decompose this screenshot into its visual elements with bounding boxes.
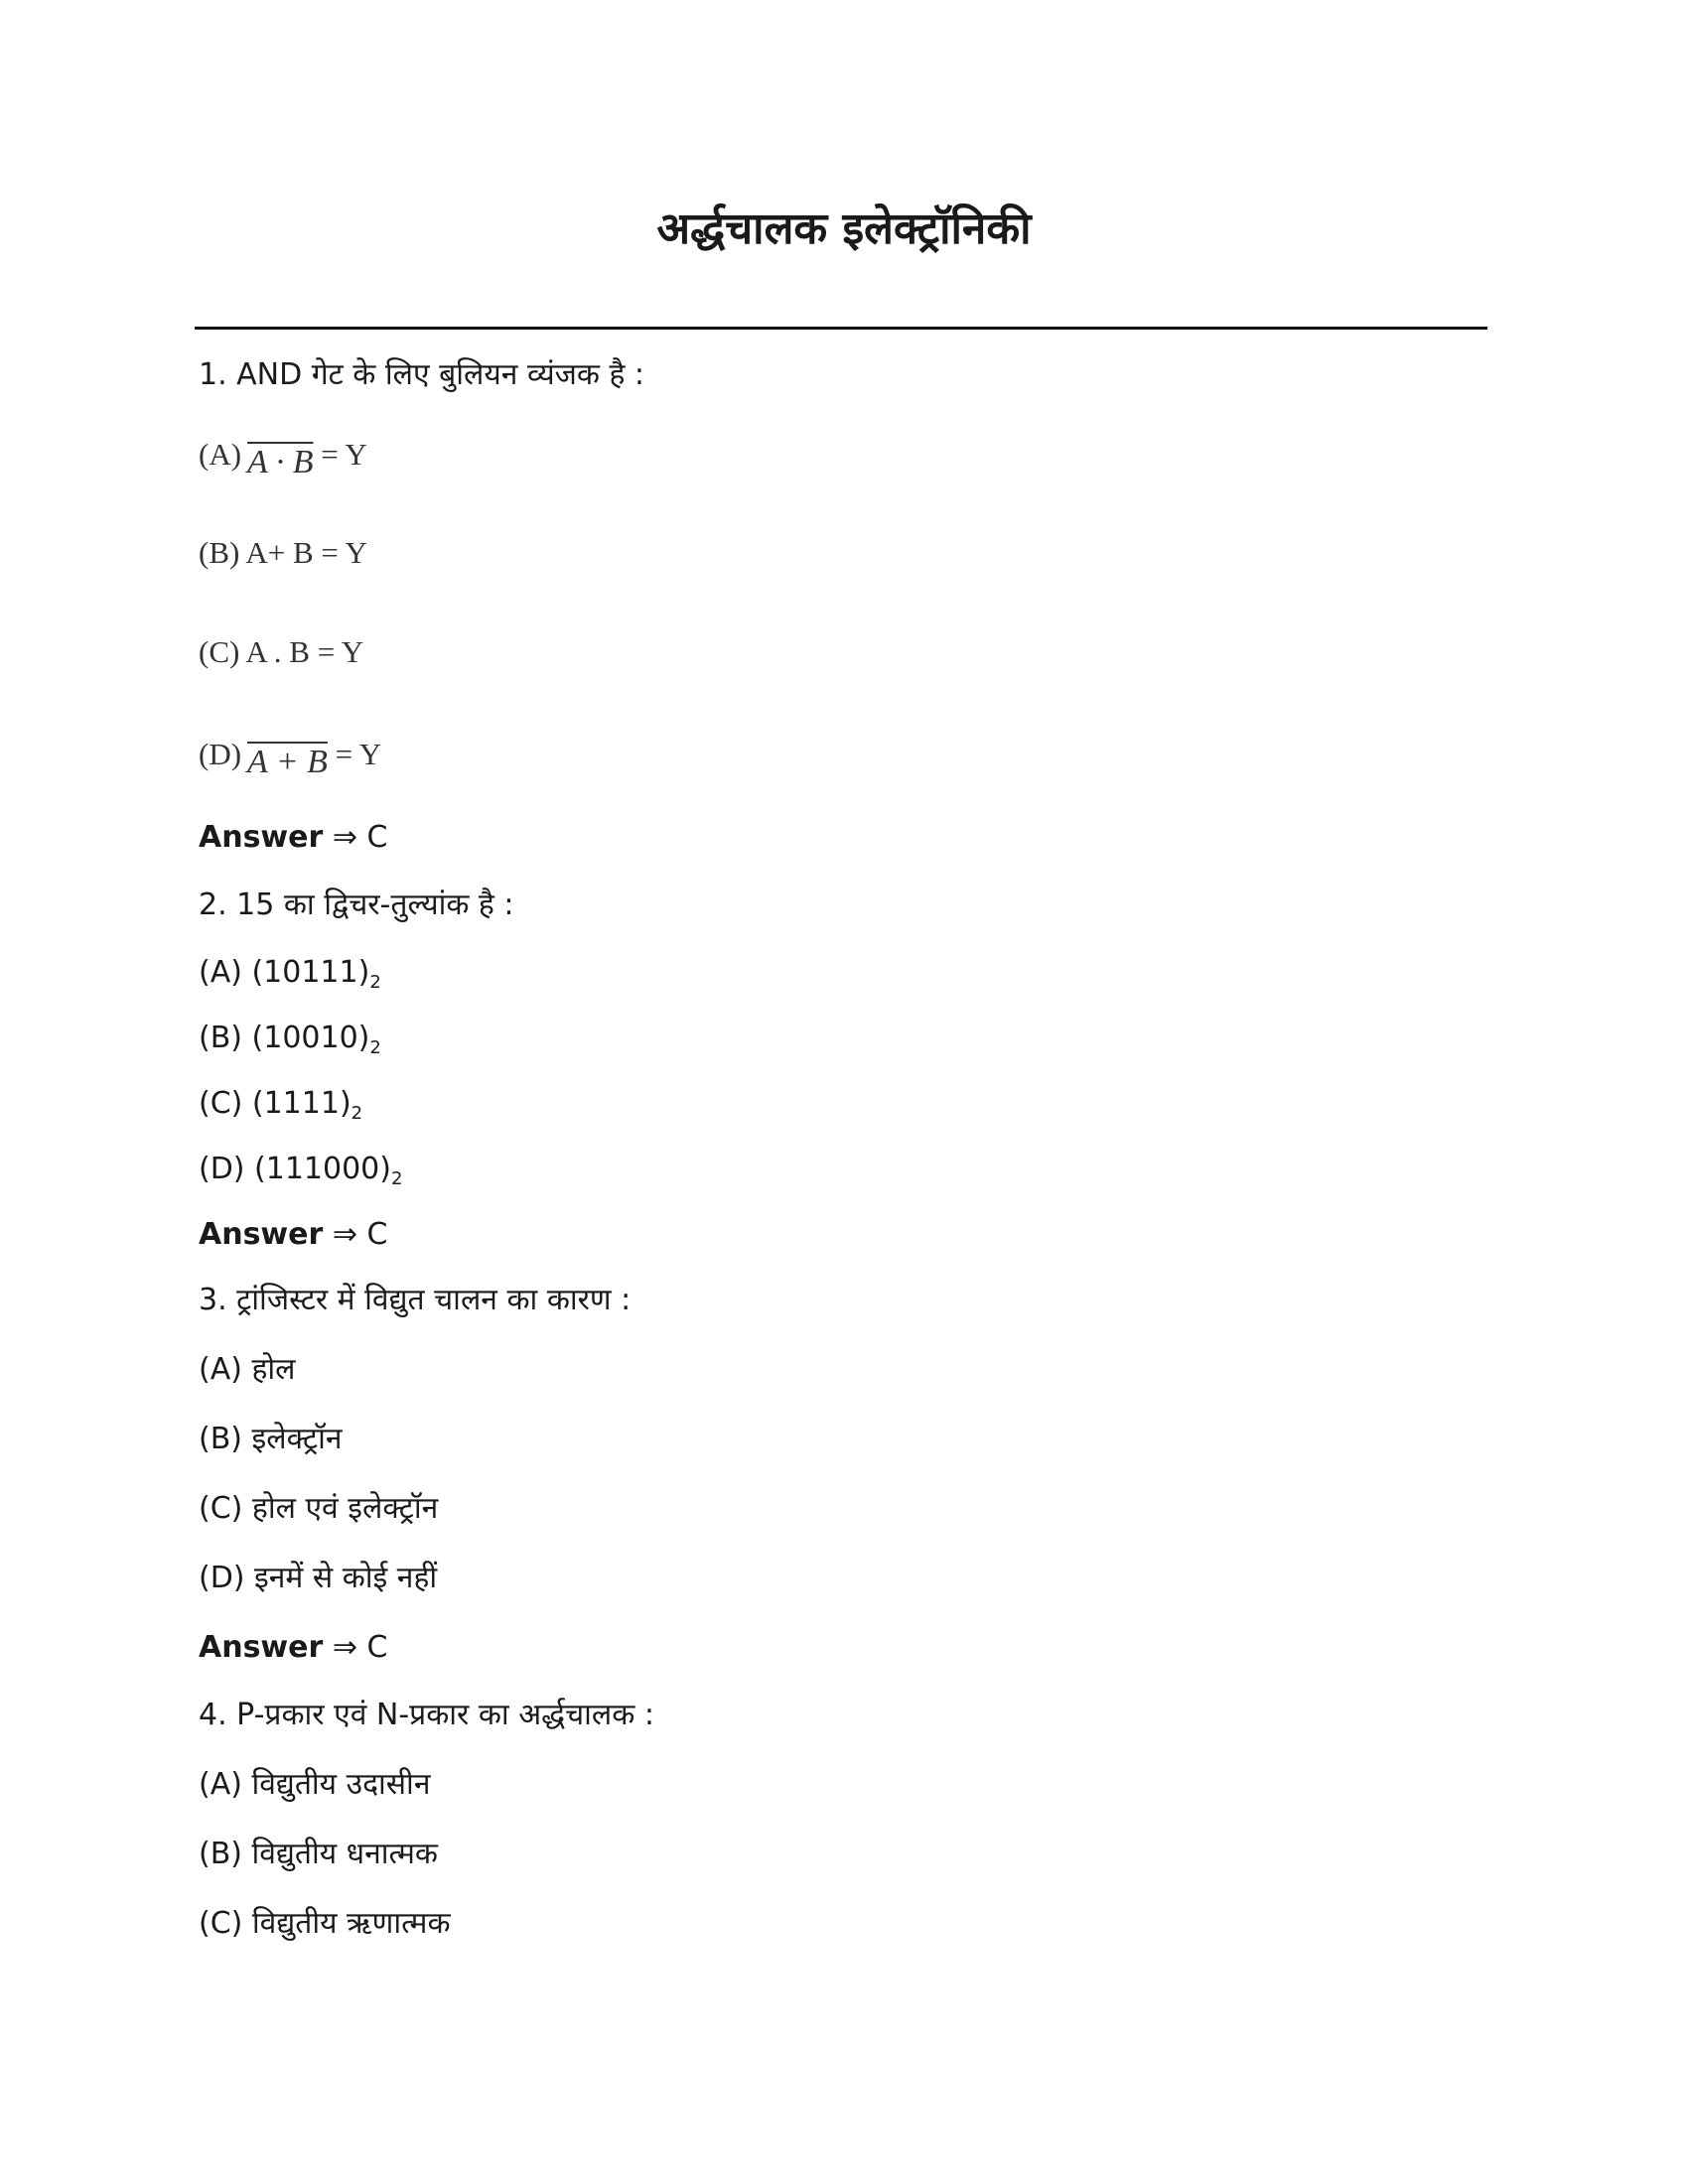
q2-answer	[199, 1217, 387, 1253]
q2-option-b-text: (B) (10010)	[199, 1021, 370, 1055]
q2-option-d-text: (D) (111000)	[199, 1152, 391, 1186]
question-4: 4. P-प्रकार एवं N-प्रकार का अर्द्धचालक :	[199, 1698, 654, 1732]
q1-option-d	[199, 735, 382, 780]
q2-option-a-base: 2	[369, 972, 381, 993]
q3-answer	[199, 1630, 387, 1666]
q3-option-c: (C) होल एवं इलेक्ट्रॉन	[199, 1491, 439, 1526]
q1-option-a	[199, 435, 367, 480]
question-1: 1. AND गेट के लिए बुलियन व्यंजक है :	[199, 357, 645, 392]
q1-option-b: (B) A+ B = Y	[199, 535, 367, 570]
answer-label: Answer	[199, 1630, 324, 1665]
q3-option-a: (A) होल	[199, 1352, 296, 1387]
q2-option-c	[199, 1086, 362, 1125]
q2-option-b	[199, 1021, 381, 1059]
q1-option-d-expression: A + B	[247, 744, 328, 780]
answer-arrow-icon: ⇒	[332, 820, 357, 855]
q2-option-c-base: 2	[351, 1103, 363, 1124]
q1-option-d-label: (D)	[199, 737, 242, 771]
q3-answer-value: C	[366, 1630, 388, 1665]
q4-option-a: (A) विद्युतीय उदासीन	[199, 1767, 431, 1802]
q4-option-c: (C) विद्युतीय ऋणात्मक	[199, 1906, 451, 1941]
answer-arrow-icon: ⇒	[332, 1630, 357, 1665]
question-3: 3. ट्रांजिस्टर में विद्युत चालन का कारण :	[199, 1283, 632, 1317]
answer-arrow-icon: ⇒	[332, 1217, 357, 1252]
q1-answer-value: C	[366, 820, 388, 855]
q2-answer-value: C	[366, 1217, 388, 1252]
q2-option-d-base: 2	[390, 1168, 403, 1189]
q3-option-b: (B) इलेक्ट्रॉन	[199, 1422, 343, 1456]
answer-label: Answer	[199, 1217, 324, 1252]
page-title: अर्द्धचालक इलेक्ट्रॉनिकी	[656, 204, 1032, 254]
q1-option-a-expression: A · B	[247, 444, 314, 480]
q1-option-d-rhs: = Y	[335, 737, 382, 771]
q2-option-d	[199, 1152, 402, 1190]
q3-option-d: (D) इनमें से कोई नहीं	[199, 1561, 438, 1595]
q2-option-a-text: (A) (10111)	[199, 955, 370, 990]
q1-answer	[199, 820, 387, 856]
q1-option-a-label: (A)	[199, 437, 242, 472]
q4-option-b: (B) विद्युतीय धनात्मक	[199, 1837, 438, 1871]
q2-option-a	[199, 955, 381, 994]
q2-option-b-base: 2	[369, 1037, 381, 1058]
q2-option-c-text: (C) (1111)	[199, 1086, 352, 1121]
answer-label: Answer	[199, 820, 324, 855]
question-2: 2. 15 का द्विचर-तुल्यांक है :	[199, 887, 514, 922]
title-divider	[195, 327, 1487, 330]
q1-option-a-rhs: = Y	[321, 437, 367, 472]
q1-option-c: (C) A . B = Y	[199, 634, 364, 669]
